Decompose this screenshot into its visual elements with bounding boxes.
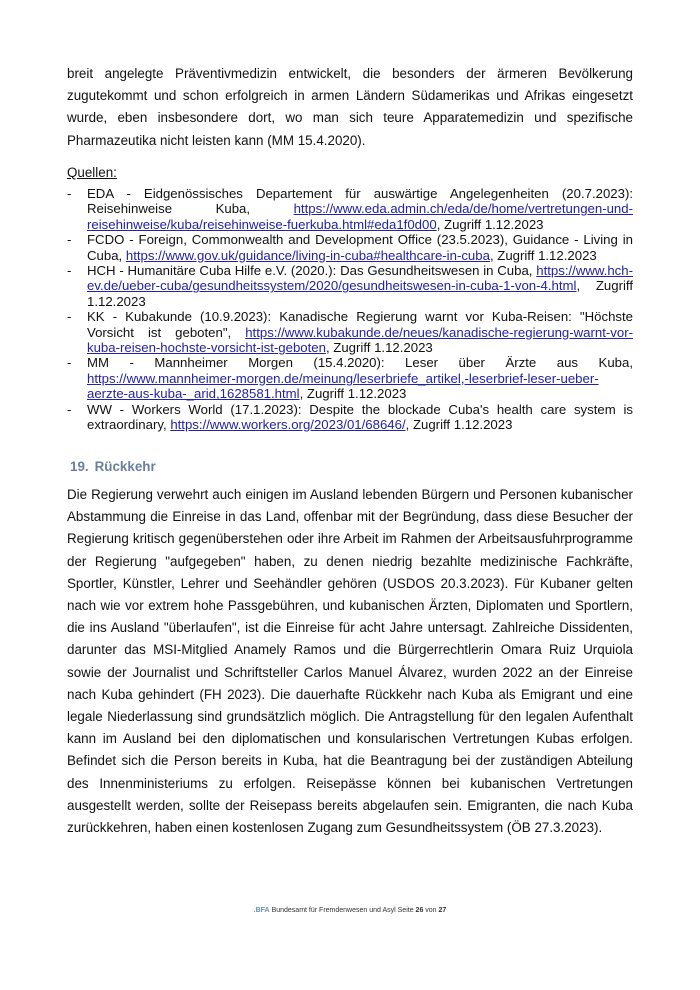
source-item: [67, 232, 633, 263]
source-text: FCDO - Foreign, Commonwealth and Development Office (23.5.2023), Guidance - Living in Cuba,: [87, 232, 633, 263]
source-text: KK - Kubakunde (10.9.2023): Kanadische Regierung warnt vor Kuba-Reisen: "Höchste Vorsicht ist geboten",: [87, 309, 633, 340]
source-access-date: , Zugriff 1.12.2023: [87, 278, 633, 309]
source-access-date: , Zugriff 1.12.2023: [436, 216, 544, 232]
source-item: [67, 355, 633, 401]
source-access-date: , Zugriff 1.12.2023: [405, 417, 513, 433]
page-number: 26: [415, 907, 424, 914]
source-link[interactable]: https://www.hch-ev.de/ueber-cuba/gesundheitssystem/2020/gesundheitswesen-in-cuba-1-von-4.html: [87, 263, 633, 294]
footer-of: von: [423, 907, 439, 914]
source-text: MM - Mannheimer Morgen (15.4.2020): Leser über Ärzte aus Kuba,: [87, 355, 633, 371]
section-number: 19.: [70, 459, 89, 474]
section-title: Rückkehr: [94, 459, 156, 474]
page-total: 27: [438, 907, 447, 914]
bfa-logo: .BFA: [253, 907, 270, 914]
sources-heading: Quellen:: [67, 165, 117, 180]
source-link[interactable]: https://www.workers.org/2023/01/68646/: [170, 417, 406, 433]
source-link[interactable]: https://www.mannheimer-morgen.de/meinung/leserbriefe_artikel,-leserbrief-leser-ueber-aerzte-aus-kuba-_arid,1628581.html: [87, 370, 599, 402]
source-item: [67, 309, 633, 355]
source-item: [67, 186, 633, 232]
source-access-date: , Zugriff 1.12.2023: [489, 247, 597, 263]
source-link[interactable]: https://www.kubakunde.de/neues/kanadische-regierung-warnt-vor-kuba-reisen-hochste-vorsicht-ist-geboten: [87, 324, 633, 356]
section-paragraph: Die Regierung verwehrt auch einigen im Ausland lebenden Bürgern und Personen kubanischer Abstammung die Einreise in das Land, offenbar mit der Begründung, dass diese Besucher der Regierung kritisch gegenüberstehen oder ihre Arbeit im Rahmen der Arbeitsausfuhrprogramme der Regierung "aufgegeben" haben, zu denen niedrig bezahlte medizinische Fachkräfte, Sportler, Künstler, Lehrer und Seehändler gehören (USDOS 20.3.2023). Für Kubaner gelten nach wie vor extrem hohe Passgebühren, und kubanischen Ärzten, Diplomaten und Sportlern, die ins Ausland "überlaufen", ist die Einreise für acht Jahre untersagt. Zahlreiche Dissidenten, darunter das MSI-Mitglied Anamely Ramos und die Bürgerrechtlerin Omara Ruiz Urquiola sowie der Journalist und Schriftsteller Carlos Manuel Álvarez, wurden 2022 an der Einreise nach Kuba gehindert (FH 2023). Die dauerhafte Rückkehr nach Kuba als Emigrant und eine legale Niederlassung sind grundsätzlich möglich. Die Antragstellung für den legalen Aufenthalt kann im Ausland bei den diplomatischen und konsularischen Vertretungen Kubas erfolgen. Befindet sich die Person bereits in Kuba, hat die Beantragung bei der zuständigen Abteilung des Innenministeriums zu erfolgen. Reisepässe können bei kubanischen Vertretungen ausgestellt werden, sollte der Reisepass bereits abgelaufen sein. Emigranten, die nach Kuba zurückkehren, haben einen kostenlosen Zugang zum Gesundheitssystem (ÖB 27.3.2023).: [67, 487, 633, 836]
source-item: [67, 263, 633, 309]
page-footer: [0, 907, 700, 914]
source-link[interactable]: https://www.eda.admin.ch/eda/de/home/vertretungen-und-reisehinweise/kuba/reisehinweise-fuerkuba.html#eda1f0d00: [87, 201, 633, 232]
intro-paragraph: breit angelegte Präventivmedizin entwickelt, die besonders der ärmeren Bevölkerung zugutekommt und schon erfolgreich in armen Ländern Südamerikas und Afrikas eingesetzt wurde, eben insbesondere dort, wo man sich teure Apparatemedizin und spezifische Pharmazeutika nicht leisten kann (MM 15.4.2020).: [67, 66, 633, 148]
source-access-date: , Zugriff 1.12.2023: [325, 340, 433, 356]
source-text: WW - Workers World (17.1.2023): Despite the blockade Cuba's health care system is extraordinary,: [87, 401, 633, 433]
source-item: [67, 402, 633, 433]
sources-list: [67, 186, 633, 433]
source-access-date: , Zugriff 1.12.2023: [299, 386, 407, 402]
source-text: EDA - Eidgenössisches Departement für auswärtige Angelegenheiten (20.7.2023): Reisehinweise Kuba,: [87, 186, 633, 217]
section-heading: [70, 459, 162, 474]
source-link[interactable]: https://www.gov.uk/guidance/living-in-cuba#healthcare-in-cuba: [125, 247, 490, 263]
footer-text: Bundesamt für Fremdenwesen und Asyl Seite: [269, 907, 416, 914]
source-text: HCH - Humanitäre Cuba Hilfe e.V. (2020.): Das Gesundheitswesen in Cuba,: [87, 263, 537, 279]
